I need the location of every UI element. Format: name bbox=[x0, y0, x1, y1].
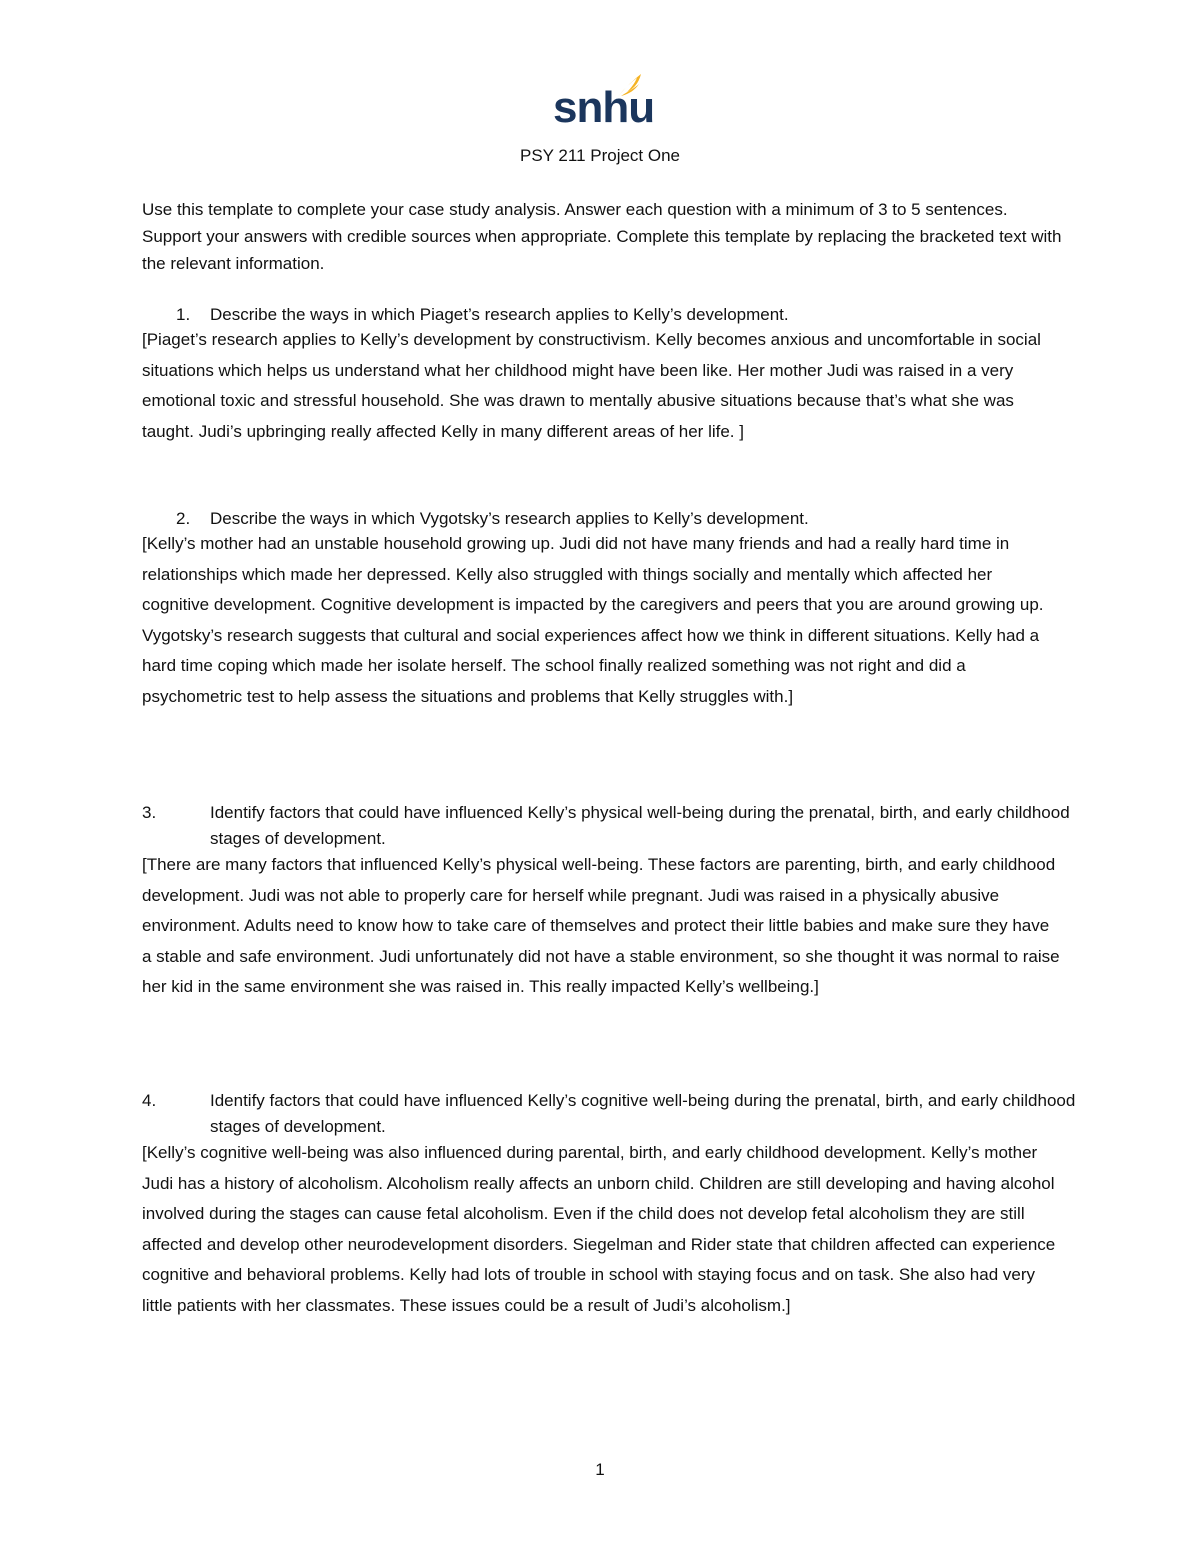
question-text: Describe the ways in which Vygotsky’s research applies to Kelly’s development. bbox=[210, 509, 809, 528]
answer-1: [Piaget’s research applies to Kelly’s development by constructivism. Kelly becomes anxious and uncomfortable in social situations which helps us understand what her childhood might have been like. Her mother Judi was raised in a very emotional toxic and stressful household. She was drawn to mentally abusive situations because that’s what she was taught. Judi’s upbringing really affected Kelly in many different areas of her life. ] bbox=[142, 330, 1041, 441]
question-number: 3. bbox=[142, 803, 157, 822]
answer-2: [Kelly’s mother had an unstable household growing up. Judi did not have many friends and had a really hard time in relationships which made her depressed. Kelly also struggled with things socially and mentally which affected her cognitive development. Cognitive development is impacted by the caregivers and peers that you are around growing up. Vygotsky’s research suggests that cultural and social experiences affect how we think in different situations. Kelly had a hard time coping which made her isolate herself. The school finally realized something was not right and did a psychometric test to help assess the situations and problems that Kelly struggles with.] bbox=[142, 534, 1044, 706]
instructions-paragraph: Use this template to complete your case study analysis. Answer each question with a minimum of 3 to 5 sentences. Support your answers with credible sources when appropriate. Complete this template by replacing the bracketed text with the relevant information. bbox=[142, 200, 1062, 273]
question-text: Identify factors that could have influenced Kelly’s physical well-being during the prenatal, birth, and early childhood stages of development. bbox=[210, 803, 1070, 848]
answer-4: [Kelly’s cognitive well-being was also influenced during parental, birth, and early childhood development. Kelly’s mother Judi has a history of alcoholism. Alcoholism really affects an unborn child. Children are still developing and having alcohol involved during the stages can cause fetal alcoholism. Even if the child does not develop fetal alcoholism they are still affected and develop other neurodevelopment disorders. Siegelman and Rider state that children affected can experience cognitive and behavioral problems. Kelly had lots of trouble in school with staying focus and on task. She also had very little patients with her classmates. These issues could be a result of Judi’s alcoholism.] bbox=[142, 1143, 1056, 1315]
question-text: Identify factors that could have influenced Kelly’s cognitive well-being during the prenatal, birth, and early childhood stages of development. bbox=[210, 1091, 1076, 1136]
answer-3: [There are many factors that influenced Kelly’s physical well-being. These factors are parenting, birth, and early childhood development. Judi was not able to properly care for herself while pregnant. Judi was raised in a physically abusive environment. Adults need to know how to take care of themselves and protect their little babies and make sure they have a stable and safe environment. Judi unfortunately did not have a stable environment, so she thought it was normal to raise her kid in the same environment she was raised in. This really impacted Kelly’s wellbeing.] bbox=[142, 855, 1060, 996]
document-title: PSY 211 Project One bbox=[519, 146, 681, 165]
question-3 bbox=[142, 800, 1090, 852]
question-number: 1. bbox=[176, 305, 191, 324]
snhu-logo bbox=[553, 72, 655, 132]
question-text: Describe the ways in which Piaget’s research applies to Kelly’s development. bbox=[210, 305, 789, 324]
question-number: 4. bbox=[142, 1091, 157, 1110]
page-number: 1 bbox=[595, 1460, 605, 1479]
logo-wordmark: snhu bbox=[553, 83, 655, 132]
question-4 bbox=[142, 1088, 1090, 1140]
question-number: 2. bbox=[176, 509, 191, 528]
